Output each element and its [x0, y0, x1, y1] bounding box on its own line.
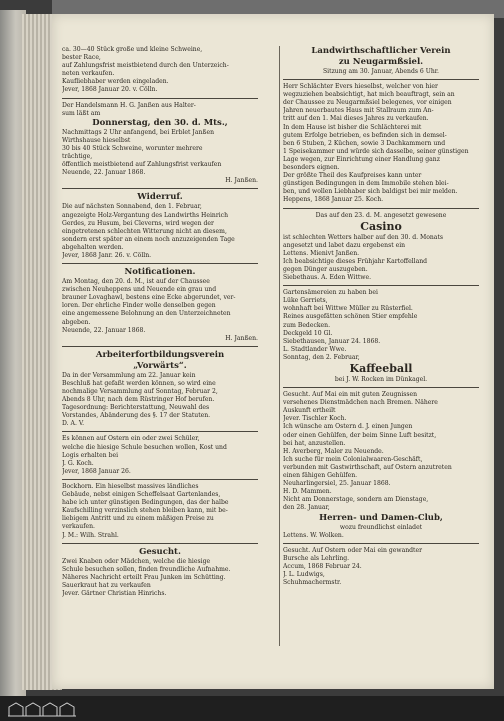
text-line: öffentlich meistbietend auf Zahlungsfrist verkaufen — [62, 161, 222, 169]
text-line: H. Averberg, Maler zu Neuende. — [283, 447, 384, 455]
right-column — [283, 46, 479, 587]
gesucht-title: Gesucht. — [139, 546, 181, 557]
text-line: Jever. Gärtner Christian Hinrichs. — [62, 589, 167, 597]
text-line: Gesucht. Auf Ostern oder Mai ein gewandter — [283, 546, 423, 554]
rule — [62, 188, 258, 189]
text-line: In dem Hause ist bisher die Schlächterei mit — [283, 123, 422, 131]
text-line: L. Stadtlander Wwe. — [283, 345, 347, 353]
ad-headline-big: Donnerstag, den 30. d. Mts., — [92, 117, 228, 128]
text-line: wohnhaft bei Wittwe Müller zu Rüsterfiel. — [283, 305, 413, 313]
meeting-date: Sitzung am 30. Januar, Abends 6 Uhr. — [323, 68, 439, 75]
text-line: angesetzt und labet dazu ergebenst ein — [283, 241, 406, 249]
text-line: Herr Schlächter Evers hieselbst, welcher von hier — [283, 83, 438, 91]
text-line: nochmalige Versammlung auf Sonntag, Februar 2, — [62, 388, 218, 395]
club-sign: Lettens. W. Wolken. — [283, 531, 344, 539]
text-line: habe ich unter günstigen Bedingungen, das der halbe — [62, 499, 229, 507]
text-line: sondern erst später an einem noch anzuzeigenden Tage — [62, 235, 235, 243]
text-line: gegen Dünger auszugeben. — [283, 265, 368, 273]
rule — [62, 263, 258, 264]
text-line: Deckgeld 10 Gl. — [283, 329, 333, 337]
text-line: zwischen Neuheppens und Neuende ein grau und — [62, 286, 217, 294]
text-line: Abends 8 Uhr, nach dem Rüstringer Hof berufen. — [62, 396, 215, 404]
rule — [62, 431, 258, 432]
kaffeeball-title: Kaffeeball — [349, 362, 413, 375]
text-line: Schule besuchen sollen, finden freundliche Aufnahme. — [62, 565, 231, 573]
text-line: Jahren neuerbautes Haus mit Stallraum zum An- — [283, 107, 434, 115]
text-line: der Chaussee zu Neugarmßsiel belegenes, vor einigen — [283, 99, 452, 107]
club-subtitle: wozu freundlichst einladet — [339, 523, 423, 531]
text-line: bei hat, anzustellen. — [283, 439, 346, 447]
text-line: Der größte Theil des Kaufpreises kann unter — [283, 172, 422, 180]
casino-title: Casino — [360, 219, 402, 233]
text-line: Bockhorn. Ein hieselbst massives ländliches — [62, 482, 199, 490]
library-logo-icon — [6, 700, 80, 718]
text-line: sum läßt am — [62, 109, 101, 117]
text-line: Siebethaus. A. Eden Wittwe. — [283, 274, 372, 282]
text-line: Jever, 1868 Januar 20. v. Cölln. — [62, 86, 158, 94]
text-line: Kaufschilling verzinslich stehen bleiben kann, mit be- — [62, 507, 228, 515]
text-line: oder einen Gehülfen, der beim Sinne Luft besitzt, — [283, 431, 437, 439]
text-line: ben 6 Stuben, 2 Küchen, sowie 3 Dachkammern und — [283, 139, 446, 147]
text-line: Es können auf Ostern ein oder zwei Schüler, — [62, 435, 200, 443]
text-line: abgehalten werden. — [62, 243, 124, 251]
text-line: Ich wünsche am Ostern d. J. einen Jungen — [283, 423, 413, 431]
text-line: versehenes Dienstmädchen nach Bremen. Nähere — [283, 399, 438, 407]
text-line: J. G. Koch. — [62, 459, 94, 467]
verein-title: Arbeiterfortbildungsverein — [95, 349, 225, 360]
text-line: Jever, 1868 Januar 26. — [62, 467, 131, 475]
text-line: Siebethausen, Januar 24. 1868. — [283, 337, 381, 345]
text-line: verkaufen. — [62, 523, 95, 531]
rule — [62, 543, 258, 544]
kaffeeball-host: bei J. W. Rocken im Dünkagel. — [334, 376, 428, 383]
signature: H. Janßen. — [225, 177, 258, 185]
text-line: Die auf nächsten Sonnabend, den 1. Februar, — [62, 203, 202, 211]
text-line: Lettens. Mienivt Janßen. — [283, 249, 360, 257]
text-line: Gebäude, nebst einigen Scheffelsaat Gartenlandes, — [62, 491, 221, 499]
text-line: Vorstandes, Abänderung des §. 17 der Statuten. — [62, 412, 211, 420]
text-line: ben, und wollen Liebhaber sich baldigst bei mir melden. — [283, 188, 458, 196]
text-line: Beschluß hat gefaßt werden können, so wird eine — [62, 379, 216, 387]
text-line: auf Zahlungsfrist meistbietend durch den Unterzeich- — [62, 62, 229, 70]
text-line: Näheres Nachricht erteilt Frau Junken im Schütting. — [62, 573, 226, 581]
text-line: Nachmittags 2 Uhr anfangend, bei Erblet Janßen — [62, 128, 215, 136]
text-line: tritt auf den 1. Mai dieses Jahres zu verkaufen. — [283, 115, 429, 123]
text-line: Heppens, 1868 Januar 25. Koch. — [283, 196, 384, 204]
text-line: Tagesordnung: Berichterstattung, Neuwahl des — [62, 404, 210, 412]
text-line: D. A. V. — [62, 420, 85, 428]
rule — [62, 346, 258, 347]
text-line: Sonntag, den 2. Februar, — [283, 353, 360, 361]
club-title: Herren- und Damen-Club, — [319, 512, 443, 523]
text-line: welche die hiesige Schule besuchen wollen, Kost und — [62, 443, 227, 451]
text-line: Nicht am Donnerstage, sondern am Dienstage, — [283, 496, 429, 504]
text-line: Kaufliebhaber werden eingeladen. — [62, 78, 169, 86]
text-line: Schuhmachermstr. — [283, 579, 342, 587]
text-line: bester Race, — [62, 54, 101, 62]
text-line: brauner Lovaghawl, bestens eine Ecke abgerundet, ver- — [62, 294, 236, 302]
text-line: günstigen Bedingungen in dem Immobile stehen blei- — [283, 180, 449, 188]
text-line: Gesucht. Auf Mai ein mit guten Zeugnissen — [283, 391, 418, 399]
text-line: eingetretenen schlechten Witterung nicht an diesem, — [62, 227, 227, 235]
text-line: trächtige, — [62, 153, 93, 161]
text-line: Neuende, 22. Januar 1868. — [62, 169, 146, 177]
text-line: Accum, 1868 Februar 24. — [283, 562, 362, 570]
text-line: Jever. Tischler Koch. — [283, 415, 347, 423]
text-line: eine angemessene Belohnung an den Unterzeichneten — [62, 310, 231, 318]
left-column — [62, 46, 258, 598]
text-line: Lage wegen, zur Einrichtung einer Handlung ganz — [283, 155, 440, 163]
rule — [62, 98, 258, 99]
rule — [283, 285, 479, 286]
text-line: Der Handelsmann H. G. Janßen aus Halter- — [62, 101, 196, 109]
text-line: zum Bedecken. — [283, 321, 331, 329]
text-line: wegzuziehen beabsichtigt, hat mich beauftragt, sein an — [283, 91, 455, 99]
column-divider — [279, 46, 280, 646]
text-line: verbunden mit Gastwirthschaft, auf Ostern anzutreten — [283, 463, 452, 471]
text-line: liebigem Antritt und zu einem mäßigen Preise zu — [62, 515, 214, 523]
text-line: 1 Speisekammer und würde sich dasselbe, seiner günstigen — [283, 147, 469, 155]
rule — [62, 479, 258, 480]
verein-title: Landwirthschaftlicher Verein — [311, 46, 451, 56]
signature: H. Janßen. — [225, 334, 258, 342]
text-line: 30 bis 40 Stück Schweine, worunter mehrere — [62, 144, 203, 152]
text-line: Bursche als Lehrling. — [283, 554, 350, 562]
rule — [283, 79, 479, 80]
text-line: Logis erhalten bei — [62, 451, 119, 459]
text-line: Am Montag, den 20. d. M., ist auf der Chaussee — [62, 278, 210, 286]
text-line: gutem Erfolge betrieben, es befinden sich in demsel- — [283, 131, 447, 139]
text-line: J. L. Ludwigs, — [283, 570, 325, 578]
text-line: Wirthshause hieselbst — [62, 136, 131, 144]
casino-intro: Das auf den 23. d. M. angesetzt gewesene — [315, 211, 447, 219]
verein-subtitle: „Vorwärts“. — [133, 360, 187, 371]
text-line: Sauerkraut hat zu verkaufen — [62, 581, 151, 589]
text-line: Zwei Knaben oder Mädchen, welche die hiesige — [62, 557, 211, 565]
rule — [283, 208, 479, 209]
text-line: loren. Der ehrliche Finder wolle denselben gegen — [62, 302, 216, 310]
text-line: Ich beabsichtige dieses Frühjahr Kartoffelland — [283, 257, 428, 265]
text-line: neten verkaufen. — [62, 70, 115, 78]
verein-subtitle: zu Neugarmßsiel. — [338, 57, 424, 67]
text-line: H. D. Mammen. — [283, 488, 332, 496]
text-line: Lüke Gerriets, — [283, 297, 328, 305]
text-line: Neuende, 22. Januar 1868. — [62, 326, 146, 334]
text-line: ca. 30—40 Stück große und kleine Schweine, — [62, 46, 203, 53]
text-line: Gartensämereien zu haben bei — [283, 289, 378, 297]
notif-title: Notificationen. — [124, 267, 196, 278]
text-line: Ich suche für mein Colonialwaaren-Geschäft, — [283, 455, 423, 463]
text-line: Jever, 1868 Janr. 26. v. Cölln. — [62, 251, 152, 259]
text-line: angezeigte Holz-Vergantung des Landwirths Heinrich — [62, 211, 229, 219]
text-line: Neuharlingersiel, 25. Januar 1868. — [283, 480, 391, 488]
text-line: besonders eignen. — [283, 164, 340, 172]
text-line: J. M.: Wilh. Strahl. — [62, 531, 119, 539]
text-line: Auskunft ertheilt — [283, 407, 336, 415]
text-line: Gerdes, zu Husum, bei Cleverns, wird wegen der — [62, 219, 214, 227]
text-line: einen fähigen Gehülfen. — [283, 472, 358, 480]
text-line: abgeben. — [62, 318, 91, 326]
text-line: den 28. Januar, — [283, 504, 330, 512]
text-line: Da in der Versammlung am 22. Januar kein — [62, 371, 196, 379]
rule — [283, 387, 479, 388]
text-line: ist schlechten Wetters halber auf den 30. d. Monats — [283, 233, 444, 241]
rule — [283, 543, 479, 544]
text-line: Reines ausgefätten schönen Stier empfehle — [283, 313, 418, 321]
widerruf-title: Widerruf. — [137, 192, 183, 203]
